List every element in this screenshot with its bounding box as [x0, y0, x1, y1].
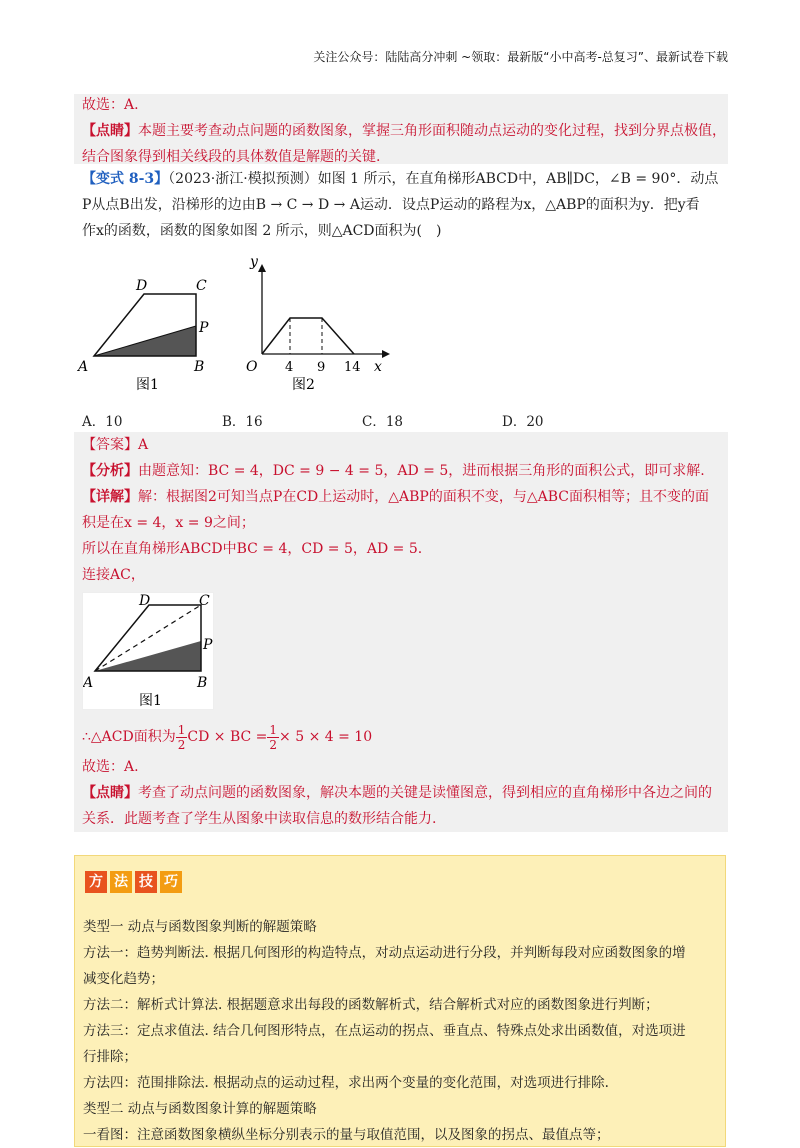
label-p: P: [199, 320, 209, 336]
label-b-2: B: [197, 675, 208, 691]
dianjing2-text1: 考查了动点问题的函数图象，解决本题的关键是读懂图意，得到相应的直角梯形中各边之间的: [138, 785, 712, 801]
question-line3: 作x的函数，函数的图象如图 2 所示，则△ACD面积为( ): [82, 223, 442, 239]
frac-num-2: 1: [269, 722, 278, 737]
xiangjie-line1: [74, 484, 728, 510]
label-a: A: [78, 359, 89, 375]
question-block: [74, 166, 728, 244]
method-line: 行排除；: [83, 1049, 137, 1065]
option-b: B．16: [222, 414, 263, 430]
method-line: 减变化趋势；: [83, 971, 164, 987]
frac-den: 2: [177, 737, 186, 752]
figure2-caption: 图2: [292, 377, 315, 393]
dianjing-line2: 结合图象得到相关线段的具体数值是解题的关键.: [82, 149, 381, 165]
shaded-triangle: [95, 641, 201, 671]
dianjing-label: 【点睛】: [82, 123, 138, 139]
solution-figure-caption: 图1: [139, 693, 162, 709]
method-line: 类型二 动点与函数图象计算的解题策略: [83, 1101, 317, 1117]
xiangjie-label: 【详解】: [82, 489, 138, 505]
y-axis-arrow: [258, 264, 266, 272]
label-a-2: A: [83, 675, 94, 691]
fraction-half-2: [267, 723, 279, 752]
question-text1: （2023·浙江·模拟预测）如图 1 所示，在直角梯形ABCD中，AB∥DC，∠B = 90°．动点: [168, 171, 719, 187]
calc-line: [74, 720, 728, 754]
figure1-caption: 图1: [136, 377, 159, 393]
label-d: D: [136, 278, 148, 294]
dianjing-line1: [74, 118, 728, 144]
badge-char-1: 方: [85, 871, 107, 893]
option-c: C．18: [362, 414, 404, 430]
solution-figure: [82, 592, 214, 710]
tick-9: 9: [317, 360, 326, 375]
dianjing2-line2: 关系．此题考查了学生从图象中读取信息的数形结合能力.: [82, 811, 437, 827]
fenxi-line: [74, 458, 728, 484]
xiangjie-text1: 解：根据图2可知当点P在CD上运动时，△ABP的面积不变，与△ABC面积相等；且不变的面: [138, 489, 709, 505]
label-b: B: [194, 359, 205, 375]
figure2-function-graph: [240, 252, 400, 400]
method-line: 类型一 动点与函数图象判断的解题策略: [83, 919, 317, 935]
calc-prefix: ∴△ACD面积为: [82, 729, 176, 745]
answer-line: 【答案】A: [82, 437, 149, 453]
label-p-2: P: [203, 637, 213, 653]
frac-den-2: 2: [269, 737, 278, 752]
method-line: 方法一：趋势判断法. 根据几何图形的构造特点，对动点运动进行分段，并判断每段对应函数图象的增: [83, 945, 686, 961]
page-header: 关注公众号：陆陆高分冲刺 ~领取：最新版“小中高考-总复习”、最新试卷下载: [313, 50, 728, 64]
option-d: D．20: [502, 414, 544, 430]
figure1-trapezoid: [74, 270, 234, 400]
previous-answer-block: [74, 94, 728, 164]
label-y: y: [250, 254, 258, 270]
calc-mid: CD × BC =: [187, 729, 268, 745]
tick-14: 14: [344, 360, 361, 375]
fenxi-text: 由题意知：BC = 4，DC = 9 − 4 = 5，AD = 5，进而根据三角形的面积公式，即可求解.: [138, 463, 705, 479]
x-axis-arrow: [382, 350, 390, 358]
options-row: [82, 410, 722, 430]
option-a: A．10: [82, 414, 123, 430]
dianjing2-line1: [74, 780, 728, 806]
guxuan-text: 故选：A.: [82, 97, 139, 113]
badge-char-4: 巧: [160, 871, 182, 893]
label-c-2: C: [199, 593, 210, 609]
solution-line3: 所以在直角梯形ABCD中BC = 4，CD = 5，AD = 5.: [82, 541, 423, 557]
method-line: 方法三：定点求值法. 结合几何图形特点，在点运动的拐点、垂直点、特殊点处求出函数值，对选项进: [83, 1023, 686, 1039]
method-badge: [85, 871, 182, 893]
badge-char-3: 技: [135, 871, 157, 893]
graph-line: [262, 318, 354, 354]
label-o: O: [246, 359, 258, 375]
fenxi-label: 【分析】: [82, 463, 138, 479]
question-label: 【变式 8-3】: [82, 171, 169, 187]
label-d-2: D: [139, 593, 151, 609]
method-tips-box: [74, 855, 726, 1147]
label-c: C: [196, 278, 207, 294]
dianjing-text1: 本题主要考查动点问题的函数图象，掌握三角形面积随动点运动的变化过程，找到分界点极值，: [138, 123, 726, 139]
fraction-half-1: [176, 723, 188, 752]
guxuan2-line: 故选：A.: [82, 759, 139, 775]
method-body: [83, 914, 719, 1148]
method-line: 一看图：注意函数图象横纵坐标分别表示的量与取值范围，以及图象的拐点、最值点等；: [83, 1127, 610, 1143]
xiangjie-line2: 积是在x = 4，x = 9之间；: [82, 515, 255, 531]
calc-end: × 5 × 4 = 10: [279, 729, 373, 745]
tick-4: 4: [285, 360, 294, 375]
method-line: 方法二：解析式计算法. 根据题意求出每段的函数解析式，结合解析式对应的函数图象进行判断；: [83, 997, 659, 1013]
frac-num: 1: [177, 722, 186, 737]
dianjing2-label: 【点睛】: [82, 785, 138, 801]
solution-figure-svg: [83, 593, 213, 709]
badge-char-2: 法: [110, 871, 132, 893]
question-line2: P从点B出发，沿梯形的边由B → C → D → A运动．设点P运动的路程为x，△ABP的面积为y．把y看: [82, 197, 700, 213]
question-line1: [74, 166, 728, 192]
solution-line4: 连接AC，: [82, 567, 145, 583]
method-line: 方法四：范围排除法. 根据动点的运动过程，求出两个变量的变化范围，对选项进行排除.: [83, 1075, 609, 1091]
label-x: x: [374, 359, 382, 375]
